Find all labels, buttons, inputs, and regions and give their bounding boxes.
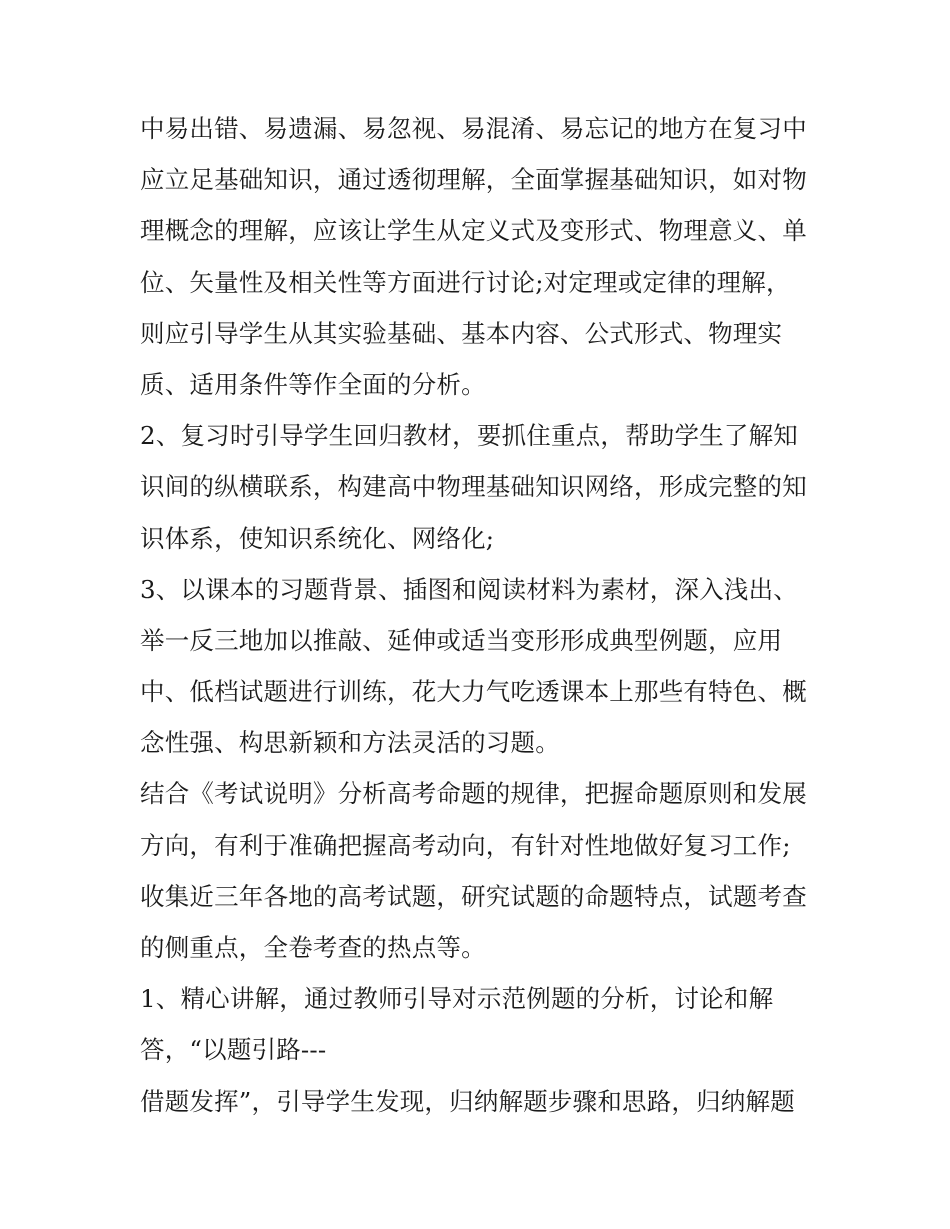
text-line-15: 方向，有利于准确把握高考动向，有针对性地做好复习工作;	[140, 830, 791, 860]
text-line-8: 识间的纵横联系，构建高中物理基础知识网络，形成完整的知	[140, 472, 807, 502]
text-line-10: 3、以课本的习题背景、插图和阅读材料为素材，深入浅出、	[140, 574, 798, 604]
text-line-13: 念性强、构思新颖和方法灵活的习题。	[140, 728, 560, 758]
text-line-18: 1、精心讲解，通过教师引导对示范例题的分析，讨论和解	[140, 984, 774, 1014]
text-line-7: 2、复习时引导学生回归教材，要抓住重点，帮助学生了解知	[140, 421, 798, 451]
text-line-2: 应立足基础知识，通过透彻理解，全面掌握基础知识，如对物	[140, 165, 807, 195]
text-line-12: 中、低档试题进行训练，花大力气吃透课本上那些有特色、概	[140, 677, 807, 707]
text-line-17: 的侧重点，全卷考查的热点等。	[140, 933, 486, 962]
text-line-3: 理概念的理解，应该让学生从定义式及变形式、物理意义、单	[140, 216, 807, 246]
body-text	[140, 103, 830, 1127]
text-line-11: 举一反三地加以推敲、延伸或适当变形形成典型例题，应用	[140, 625, 783, 655]
text-line-19: 答，“以题引路---	[140, 1035, 327, 1065]
text-line-5: 则应引导学生从其实验基础、基本内容、公式形式、物理实	[140, 318, 783, 348]
text-line-16: 收集近三年各地的高考试题，研究试题的命题特点，试题考查	[140, 881, 807, 911]
text-line-1: 中易出错、易遗漏、易忽视、易混淆、易忘记的地方在复习中	[140, 114, 807, 143]
text-line-14: 结合《考试说明》分析高考命题的规律，把握命题原则和发展	[140, 779, 807, 809]
text-line-9: 识体系，使知识系统化、网络化;	[140, 523, 495, 553]
text-line-4: 位、矢量性及相关性等方面进行讨论;对定理或定律的理解，	[140, 267, 791, 297]
text-line-20: 借题发挥”，引导学生发现，归纳解题步骤和思路，归纳解题	[140, 1086, 795, 1116]
text-line-6: 质、适用条件等作全面的分析。	[140, 369, 486, 399]
